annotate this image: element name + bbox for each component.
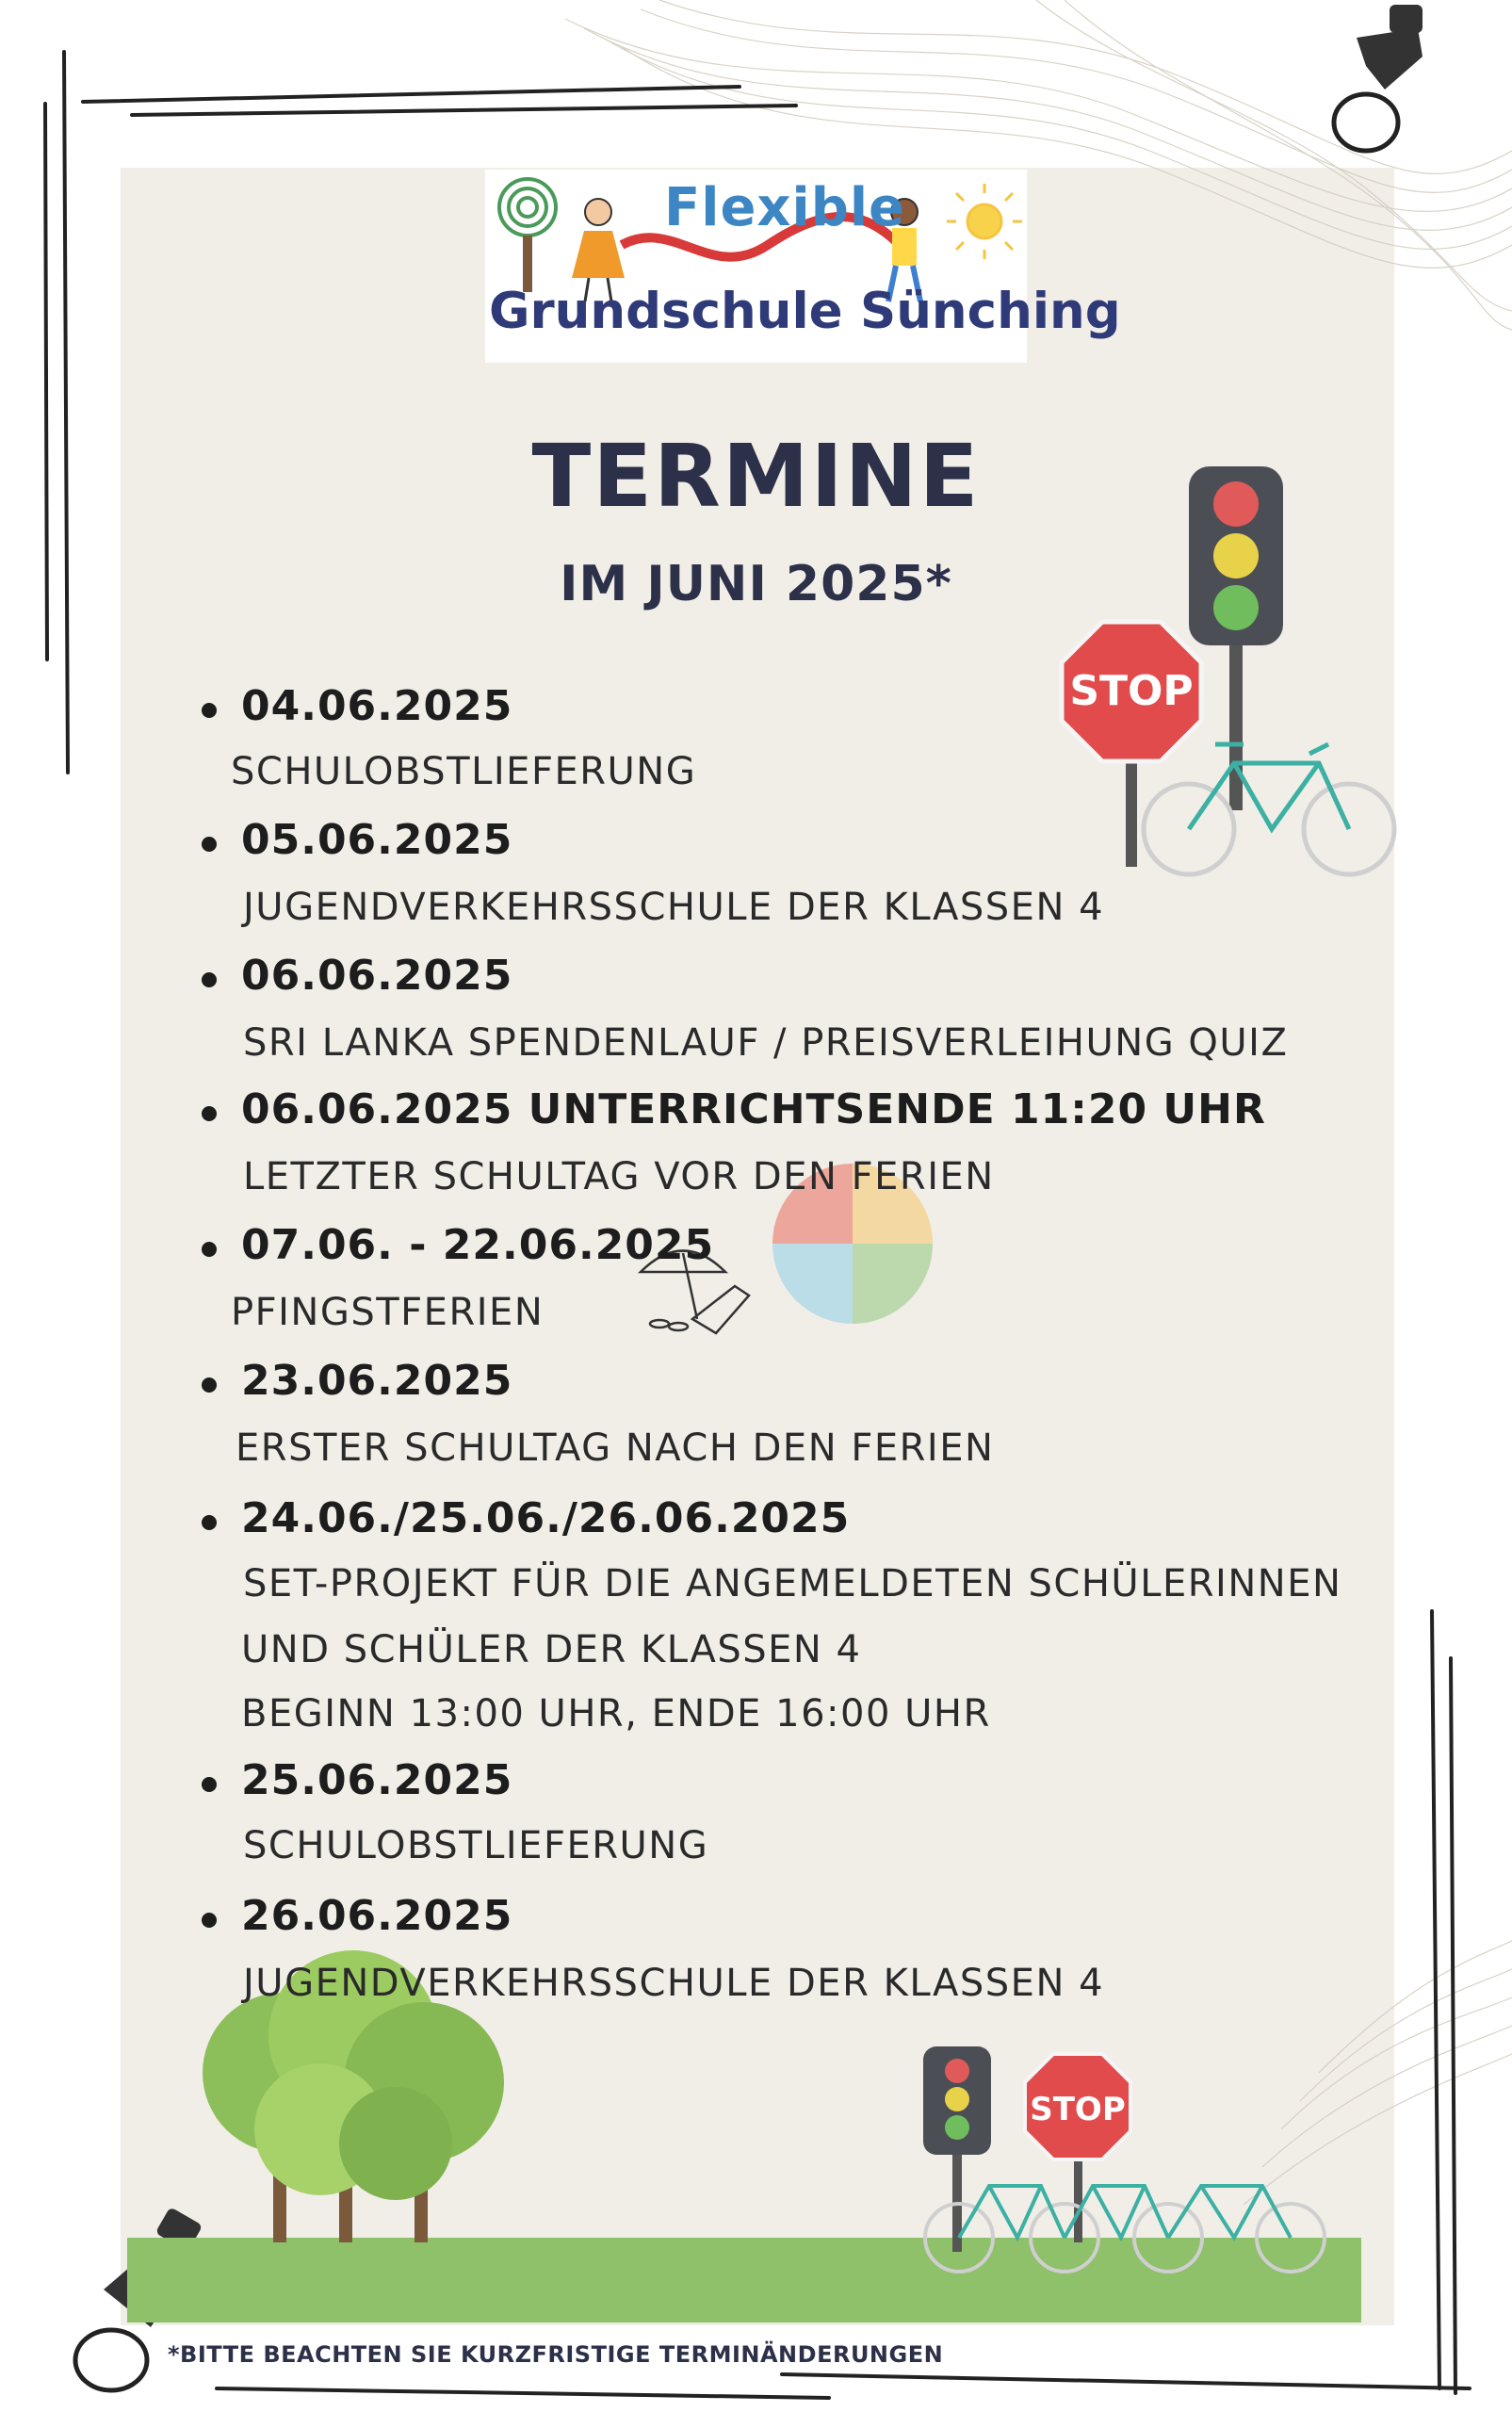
bicycle-icon xyxy=(1144,744,1394,874)
event-description: SCHULOBSTLIEFERUNG xyxy=(243,1824,709,1867)
event-date: 06.06.2025 xyxy=(198,952,512,1000)
page-title: TERMINE xyxy=(531,426,981,527)
event-description: SRI LANKA SPENDENLAUF / PREISVERLEIHUNG QUIZ xyxy=(243,1021,1289,1065)
event-description: JUGENDVERKEHRSSCHULE DER KLASSEN 4 xyxy=(243,1962,1105,2005)
event-description: LETZTER SCHULTAG VOR DEN FERIEN xyxy=(243,1155,995,1198)
event-description: ERSTER SCHULTAG NACH DEN FERIEN xyxy=(236,1426,995,1470)
event-description: SET-PROJEKT FÜR DIE ANGEMELDETEN SCHÜLERINNEN xyxy=(243,1562,1342,1605)
traffic-light-bottom-icon xyxy=(923,2046,991,2252)
page-subtitle: IM JUNI 2025* xyxy=(560,556,952,612)
event-date: 06.06.2025 UNTERRICHTSENDE 11:20 UHR xyxy=(198,1085,1266,1133)
event-description: UND SCHÜLER DER KLASSEN 4 xyxy=(241,1628,862,1671)
grass-strip xyxy=(127,2238,1361,2322)
sun-icon xyxy=(947,184,1022,259)
event-date: 05.06.2025 xyxy=(198,816,512,864)
push-pin-top xyxy=(1334,5,1423,151)
event-date: 26.06.2025 xyxy=(198,1892,512,1940)
stop-sign-icon xyxy=(1062,622,1201,867)
event-date: 25.06.2025 xyxy=(198,1756,512,1804)
logo-flexible-text: Flexible xyxy=(664,177,906,238)
svg-text:STOP: STOP xyxy=(1030,2091,1126,2128)
spiral-tree-icon xyxy=(499,179,556,236)
event-date: 23.06.2025 xyxy=(198,1357,512,1405)
event-description: BEGINN 13:00 UHR, ENDE 16:00 UHR xyxy=(241,1692,991,1736)
logo-school-name: Grundschule Sünching xyxy=(489,283,1121,340)
event-description: SCHULOBSTLIEFERUNG xyxy=(231,750,697,793)
event-date: 07.06. - 22.06.2025 xyxy=(198,1221,714,1269)
wave-lines-bottom xyxy=(1244,1941,1512,2205)
event-date: 04.06.2025 xyxy=(198,682,512,730)
event-date: 24.06./25.06./26.06.2025 xyxy=(198,1494,850,1542)
footnote: *BITTE BEACHTEN SIE KURZFRISTIGE TERMINÄNDERUNGEN xyxy=(168,2341,944,2368)
event-description: JUGENDVERKEHRSSCHULE DER KLASSEN 4 xyxy=(243,886,1105,929)
school-logo xyxy=(485,170,1121,363)
svg-text:STOP: STOP xyxy=(1069,667,1194,715)
event-description: PFINGSTFERIEN xyxy=(231,1291,545,1334)
